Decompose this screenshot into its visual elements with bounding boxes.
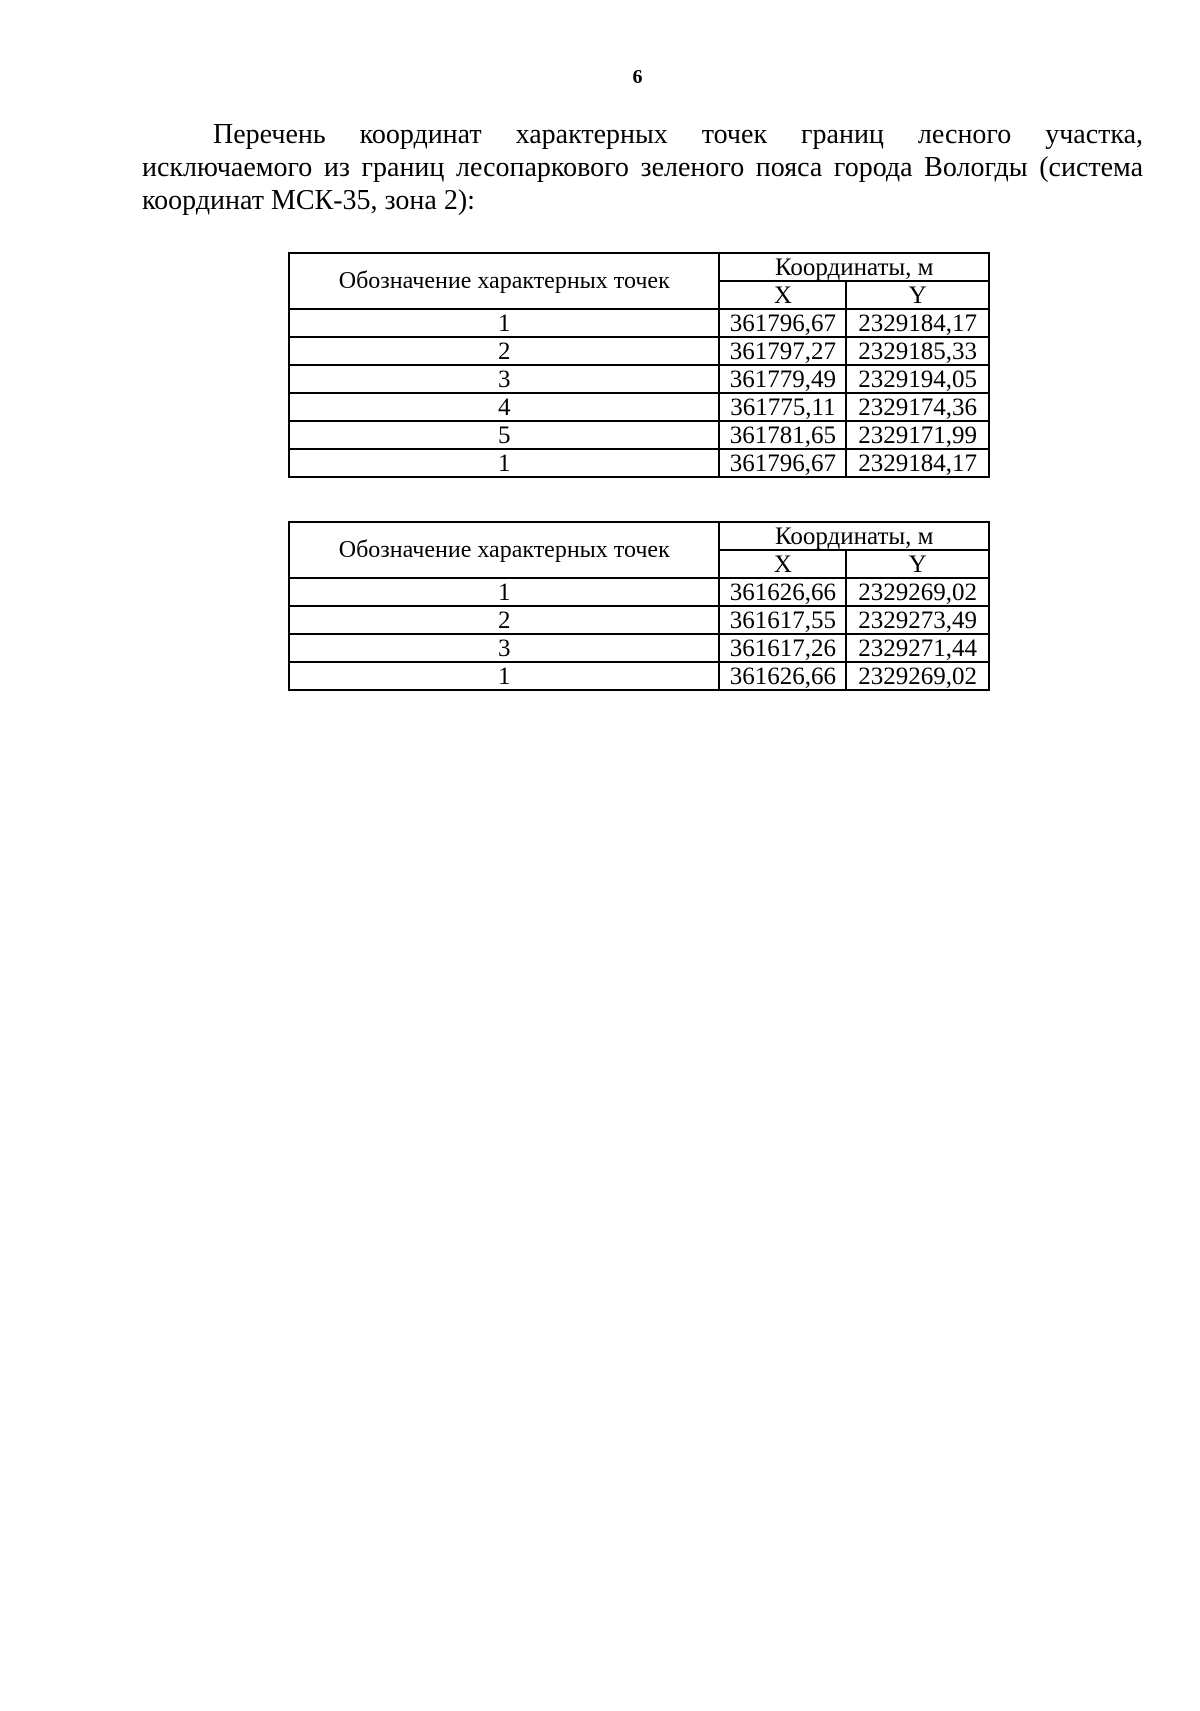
y-cell: 2329269,02	[846, 662, 989, 690]
x-cell: 361796,67	[719, 449, 846, 477]
y-cell: 2329184,17	[846, 449, 989, 477]
table-row	[289, 634, 989, 662]
table-row	[289, 606, 989, 634]
table-row	[289, 662, 989, 690]
points-column-header: Обозначение характерных точек	[289, 253, 719, 309]
x-cell: 361626,66	[719, 662, 846, 690]
point-cell: 2	[289, 337, 719, 365]
y-column-header: Y	[846, 281, 989, 309]
page-number: 6	[632, 66, 643, 88]
y-cell: 2329194,05	[846, 365, 989, 393]
x-cell: 361796,67	[719, 309, 846, 337]
table-row	[289, 365, 989, 393]
x-cell: 361617,55	[719, 606, 846, 634]
coordinates-table-1	[288, 252, 990, 478]
y-cell: 2329174,36	[846, 393, 989, 421]
points-column-header: Обозначение характерных точек	[289, 522, 719, 578]
y-cell: 2329171,99	[846, 421, 989, 449]
table-row	[289, 309, 989, 337]
y-column-header: Y	[846, 550, 989, 578]
y-cell: 2329184,17	[846, 309, 989, 337]
x-cell: 361797,27	[719, 337, 846, 365]
coordinates-column-header: Координаты, м	[719, 253, 989, 281]
y-cell: 2329269,02	[846, 578, 989, 606]
y-cell: 2329271,44	[846, 634, 989, 662]
table-row	[289, 578, 989, 606]
point-cell: 3	[289, 634, 719, 662]
x-column-header: X	[719, 550, 846, 578]
point-cell: 1	[289, 449, 719, 477]
point-cell: 3	[289, 365, 719, 393]
point-cell: 5	[289, 421, 719, 449]
x-cell: 361779,49	[719, 365, 846, 393]
point-cell: 4	[289, 393, 719, 421]
point-cell: 1	[289, 662, 719, 690]
table-row	[289, 337, 989, 365]
table-row	[289, 393, 989, 421]
y-cell: 2329185,33	[846, 337, 989, 365]
intro-paragraph: Перечень координат характерных точек границ лесного участка, исключаемого из границ лесопаркового зеленого пояса города Вологды (система координат МСК-35, зона 2):	[142, 119, 1143, 216]
table-row	[289, 421, 989, 449]
point-cell: 1	[289, 309, 719, 337]
coordinates-table-2	[288, 521, 990, 691]
x-cell: 361626,66	[719, 578, 846, 606]
x-cell: 361781,65	[719, 421, 846, 449]
y-cell: 2329273,49	[846, 606, 989, 634]
x-cell: 361775,11	[719, 393, 846, 421]
x-column-header: X	[719, 281, 846, 309]
point-cell: 2	[289, 606, 719, 634]
x-cell: 361617,26	[719, 634, 846, 662]
table-row	[289, 449, 989, 477]
point-cell: 1	[289, 578, 719, 606]
coordinates-column-header: Координаты, м	[719, 522, 989, 550]
